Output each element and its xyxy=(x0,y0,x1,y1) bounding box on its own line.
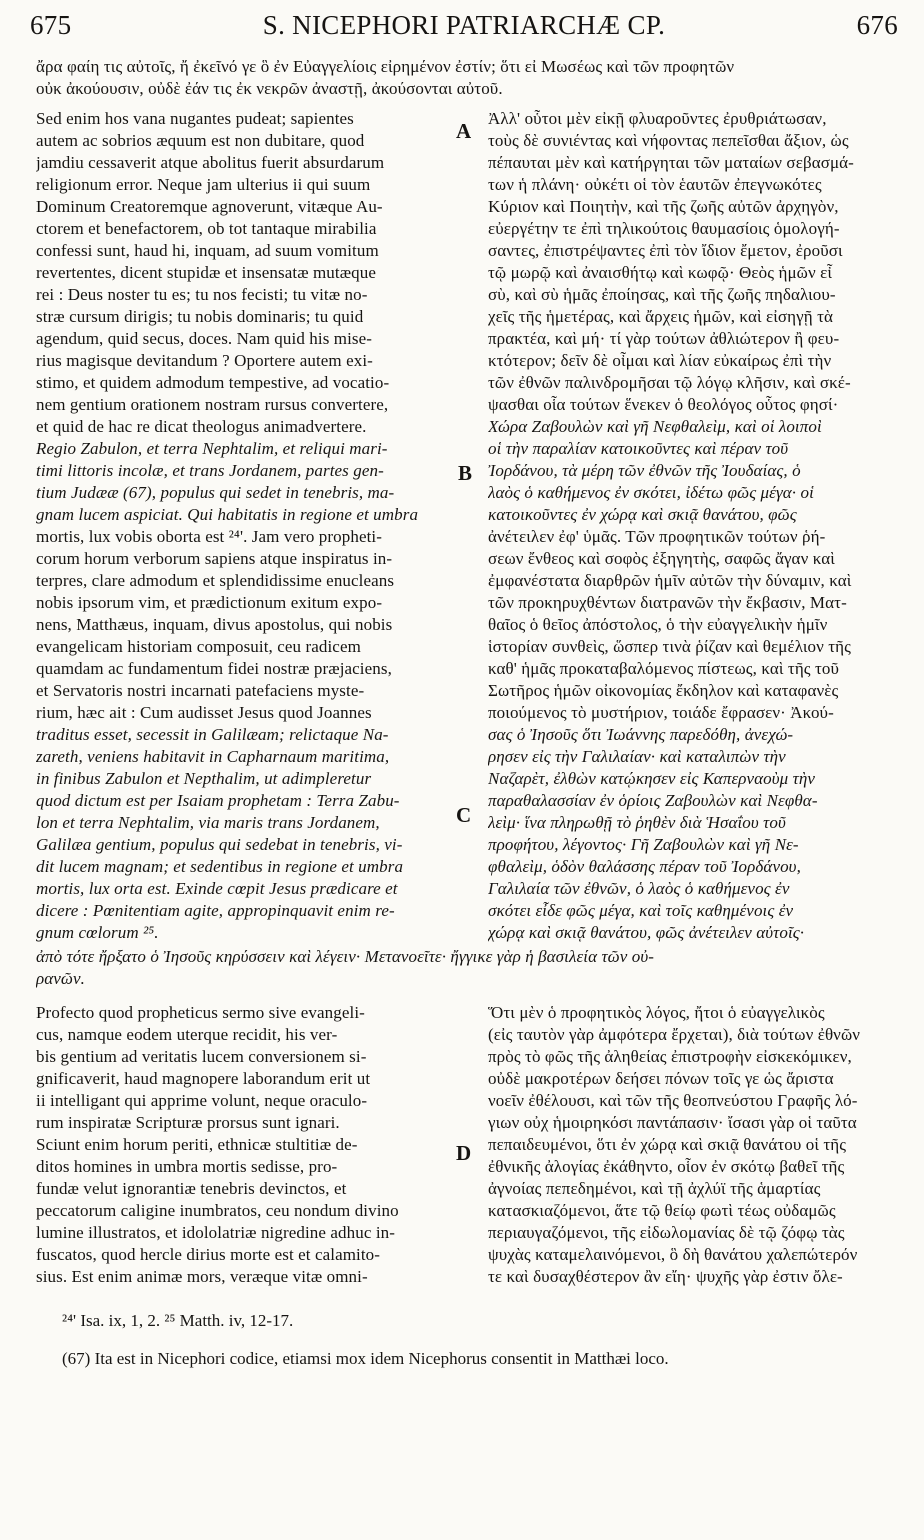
text-line: καθ' ἡμᾶς προκαταβαλόμενος πίστεως, καὶ τῆς τοῦ xyxy=(488,659,840,678)
text-line: λαὸς ὁ καθήμενος ἐν σκότει, ἰδέτω φῶς μέγα· οἱ xyxy=(488,483,814,502)
text-line: σαντες, ἐπιστρέψαντες ἐπὶ τὸν ἴδιον ἔμετον, ἐροῦσι xyxy=(488,241,843,260)
text-line: κατασκιαζόμενοι, ἅτε τῷ θείῳ φωτὶ τέως οὐδαμῶς xyxy=(488,1201,836,1220)
text-line: εὐεργέτην τε ἐπὶ τηλικούτοις θαυμασίοις ὁμολογή- xyxy=(488,219,840,238)
text-line: rei : Deus noster tu es; tu nos fecisti; tu vitæ no- xyxy=(36,285,368,304)
text-line: religionum error. Neque jam ulterius ii qui suum xyxy=(36,175,371,194)
text-line: gnum cœlorum ²⁵. xyxy=(36,923,159,942)
text-line: autem ac sobrios æquum est non dubitare, quod xyxy=(36,131,365,150)
text-line: θαῖος ὁ θεῖος ἀπόστολος, ὁ τὴν εὐαγγελικὴν ἡμῖν xyxy=(488,615,828,634)
text-line: stimo, et quidem admodum tempestive, ad vocatio- xyxy=(36,373,390,392)
text-line: τῶν προκηρυχθέντων διατρανῶν τὴν ἔκβασιν, Ματ- xyxy=(488,593,847,612)
text-line: (εἰς ταυτὸν γὰρ ἀμφότερα ἔρχεται), διὰ τούτων ἐθνῶν xyxy=(488,1025,861,1044)
footnote-references: ²⁴' Isa. ix, 1, 2. ²⁵ Matth. iv, 12-17. xyxy=(62,1311,294,1330)
text-line: ἄρα φαίη τις αὐτοῖς, ἤ ἐκεῖνό γε ὃ ἐν Εὐαγγελίοις εἰρημένον ἐστίν; ὅτι εἰ Μωσέως καὶ τῶν προφητῶν xyxy=(36,57,735,76)
text-line: γιων οὐχ ἡμοιρηκόσι παντάπασιν· ἴσασι γὰρ οἱ ταῦτα xyxy=(488,1113,857,1132)
text-line: dicere : Pœnitentiam agite, appropinquavit enim re- xyxy=(36,901,395,920)
text-line: περιαυγαζόμενοι, τῆς εἰδωλομανίας δὲ τῷ ζόφῳ τὰς xyxy=(488,1223,845,1242)
text-line: nem gentium orationem nostram rursus convertere, xyxy=(36,395,389,414)
text-line: κατοικοῦντες ἐν χώρᾳ καὶ σκιᾷ θανάτου, φῶς xyxy=(488,505,797,524)
right-page-number: 676 xyxy=(856,10,898,40)
text-line: lon et terra Nephtalim, via maris trans Jordanem, xyxy=(36,813,380,832)
text-line: peccatorum caligine inumbratos, ceu nondum divino xyxy=(36,1201,399,1220)
text-line: νοεῖν ἐθέλουσι, καὶ τῶν τῆς θεοπνεύστου Γραφῆς λό- xyxy=(488,1091,858,1110)
text-line: Ἰορδάνου, τὰ μέρη τῶν ἐθνῶν τῆς Ἰουδαίας, ὁ xyxy=(488,461,801,480)
text-line: Ἀλλ' οὗτοι μὲν εἰκῇ φλυαροῦντες ἐρυθριάτωσαν, xyxy=(488,109,827,128)
text-line: προφήτου, λέγοντος· Γῆ Ζαβουλὼν καὶ γῆ Νε- xyxy=(488,835,799,854)
text-line: Sciunt enim horum periti, ethnicæ stultitiæ de- xyxy=(36,1135,358,1154)
margin-marker-b: B xyxy=(458,461,473,485)
text-line: rum inspiratæ Scripturæ prorsus sunt ignari. xyxy=(36,1113,340,1132)
text-line: Σωτῆρος ἡμῶν οἰκονομίας ἔκδηλον καὶ καταφανὲς xyxy=(488,681,839,700)
text-line: agendum, quid secus, doces. Nam quid his mise- xyxy=(36,329,373,348)
margin-marker-c: C xyxy=(456,803,472,827)
text-line: confessi sunt, haud hi, inquam, ad suum vomitum xyxy=(36,241,379,260)
text-line: ἐθνικῆς ἀλογίας ἐκάθηντο, οἷον ἐν σκότῳ βαθεῖ τῆς xyxy=(488,1157,845,1176)
text-line: τοὺς δὲ συνιέντας καὶ νήφοντας πεπεῖσθαι ἄξιον, ὡς xyxy=(488,131,849,150)
text-line: ἀπὸ τότε ἤρξατο ὁ Ἰησοῦς κηρύσσειν καὶ λέγειν· Μετανοεῖτε· ἤγγικε γὰρ ἡ βασιλεία τῶν οὐ- xyxy=(36,947,654,966)
left-page-number: 675 xyxy=(30,10,72,40)
text-line: Profecto quod propheticus sermo sive evangeli- xyxy=(36,1003,365,1022)
text-line: τῷ μωρῷ καὶ ἀναισθήτῳ καὶ κωφῷ· Θεὸς ἡμῶν εἶ xyxy=(488,263,832,282)
text-line: jamdiu cessaverit atque abolitus fuerit absurdarum xyxy=(36,153,385,172)
text-line: Ὅτι μὲν ὁ προφητικὸς λόγος, ἤτοι ὁ εὐαγγελικὸς xyxy=(488,1003,825,1022)
text-line: ἐμφανέστατα διαρθρῶν ἡμῖν αὐτῶν τὴν δύναμιν, καὶ xyxy=(488,571,852,590)
text-line: in finibus Zabulon et Nepthalim, ut adimpleretur xyxy=(36,769,372,788)
text-line: rius magisque devitandum ? Oportere autem exi- xyxy=(36,351,373,370)
text-line: nens, Matthæus, inquam, divus apostolus, qui nobis xyxy=(36,615,393,634)
text-line: Galilæa gentium, populus qui sedebat in tenebris, vi- xyxy=(36,835,403,854)
text-line: ditos homines in umbra mortis sedisse, pro- xyxy=(36,1157,338,1176)
text-line: ἀνέτειλεν ἐφ' ὑμᾶς. Τῶν προφητικῶν τούτων ῥή- xyxy=(488,527,826,546)
footnote-note: (67) Ita est in Nicephori codice, etiamsi mox idem Nicephorus consentit in Matthæi loco. xyxy=(62,1349,669,1368)
text-line: παραθαλασσίαν ἐν ὁρίοις Ζαβουλὼν καὶ Νεφθα- xyxy=(488,791,818,810)
text-line: traditus esset, secessit in Galilæam; relictaque Na- xyxy=(36,725,389,744)
text-line: πρὸς τὸ φῶς τῆς ἀληθείας ἐπιστροφὴν εἰσκεκόμικεν, xyxy=(488,1047,852,1066)
text-line: mortis, lux vobis oborta est ²⁴'. Jam vero propheti- xyxy=(36,527,383,546)
text-line: corum horum verborum sapiens atque inspiratus in- xyxy=(36,549,393,568)
text-line: σκότει εἶδε φῶς μέγα, καὶ τοῖς καθημένοις ἐν xyxy=(488,901,794,920)
text-line: ποιούμενος τὸ μυστήριον, τοιάδε ἔφρασεν· Ἀκού- xyxy=(488,703,834,722)
text-line: revertentes, dicent stupidæ et insensatæ mutæque xyxy=(36,263,377,282)
text-line: ρησεν εἰς τὴν Γαλιλαίαν· καὶ καταλιπὼν τὴν xyxy=(488,747,786,766)
text-line: quamdam ac fundamentum fidei nostræ præjaciens, xyxy=(36,659,392,678)
text-line: πεπαιδευμένοι, ὅτι ἐν χώρᾳ καὶ σκιᾷ θανάτου οἱ τῆς xyxy=(488,1135,847,1154)
text-line: dit lucem magnam; et sedentibus in regione et umbra xyxy=(36,857,404,876)
text-line: terpres, clare admodum et splendidissime enucleans xyxy=(36,571,395,590)
text-line: sius. Est enim animæ mors, veræque vitæ omni- xyxy=(36,1267,368,1286)
text-line: bis gentium ad veritatis lucem conversionem si- xyxy=(36,1047,367,1066)
text-line: οὐκ ἀκούουσιν, οὐδὲ ἐάν τις ἐκ νεκρῶν ἀναστῇ, ἀκούσονται αὐτοῦ. xyxy=(36,79,503,98)
text-line: et quid de hac re dicat theologus animadvertere. xyxy=(36,417,367,436)
text-line: των ἡ πλάνη· οὐκέτι οἱ τὸν ἑαυτῶν ἐπεγνωκότες xyxy=(488,175,822,194)
margin-marker-d: D xyxy=(456,1141,472,1165)
text-line: Sed enim hos vana nugantes pudeat; sapientes xyxy=(36,109,354,128)
text-line: χεῖς τῆς ἡμετέρας, καὶ ἄρχεις ἡμῶν, καὶ εἰσηγῇ τὰ xyxy=(488,307,834,326)
text-line: πρακτέα, καὶ μή· τί γὰρ τούτων ἀθλιώτερον ἢ φευ- xyxy=(488,329,840,348)
text-line: lumine illustratos, et idololatriæ nigredine adhuc in- xyxy=(36,1223,396,1242)
text-line: ρανῶν. xyxy=(36,969,86,988)
margin-marker-a: A xyxy=(456,119,472,143)
text-line: nobis ipsorum vim, et prædictionum exitum expo- xyxy=(36,593,383,612)
text-line: tium Judææ (67), populus qui sedet in tenebris, ma- xyxy=(36,483,395,502)
text-line: Dominum Creatoremque agnoverunt, vitæque Au- xyxy=(36,197,383,216)
text-line: Ναζαρὲτ, ἐλθὼν κατῴκησεν εἰς Καπερναοὺμ τὴν xyxy=(488,769,816,788)
text-line: fundæ velut ignorantiæ tenebris devinctos, et xyxy=(36,1179,347,1198)
text-line: σας ὁ Ἰησοῦς ὅτι Ἰωάννης παρεδόθη, ἀνεχώ- xyxy=(488,725,794,744)
text-line: πέπαυται μὲν καὶ κατήργηται τῶν ματαίων σεβασμά- xyxy=(488,153,854,172)
text-line: Χώρα Ζαβουλὼν καὶ γῆ Νεφθαλεὶμ, καὶ οἱ λοιποὶ xyxy=(488,417,822,436)
text-line: et Servatoris nostri incarnati patefaciens myste- xyxy=(36,681,365,700)
text-line: ἱστορίαν συνθεὶς, ὥσπερ τινὰ ῥίζαν καὶ θεμέλιον τῆς xyxy=(488,637,851,656)
text-line: mortis, lux orta est. Exinde cœpit Jesus prædicare et xyxy=(36,879,398,898)
text-line: φθαλεὶμ, ὁδὸν θαλάσσης πέραν τοῦ Ἰορδάνου, xyxy=(488,857,801,876)
text-line: fuscatos, quod hercle dirius morte est et calamito- xyxy=(36,1245,381,1264)
text-line: σεων ἔνθεος καὶ σοφὸς ἐξηγητὴς, σαφῶς ἄγαν καὶ xyxy=(488,549,835,568)
text-line: λεὶμ· ἵνα πληρωθῇ τὸ ῥηθὲν διὰ Ἡσαΐου τοῦ xyxy=(488,813,786,832)
text-line: Γαλιλαία τῶν ἐθνῶν, ὁ λαὸς ὁ καθήμενος ἐν xyxy=(488,879,790,898)
text-line: gnificaverit, haud magnopere laborandum erit ut xyxy=(36,1069,371,1088)
text-line: οὐδὲ μακροτέρων δεήσει πόνων τοῖς γε ὡς ἄριστα xyxy=(488,1069,834,1088)
text-line: ψασθαι οἷα τούτων ἕνεκεν ὁ θεολόγος οὗτος φησί· xyxy=(488,395,839,414)
page-header xyxy=(30,10,898,44)
text-line: gnam lucem aspiciat. Qui habitatis in regione et umbra xyxy=(36,505,419,524)
text-line: Regio Zabulon, et terra Nephtalim, et reliqui mari- xyxy=(36,439,388,458)
text-line: ψυχὰς καταμελαινόμενοι, ὃ δὴ θανάτου χαλεπώτερόν xyxy=(488,1245,858,1264)
text-line: timi littoris incolæ, et trans Jordanem, partes gen- xyxy=(36,461,384,480)
text-line: ἀγνοίας πεπεδημένοι, καὶ τῇ ἀχλύϊ τῆς ἁμαρτίας xyxy=(488,1179,821,1198)
text-line: evangelicam historiam composuit, ceu radicem xyxy=(36,637,361,656)
running-title: S. NICEPHORI PATRIARCHÆ CP. xyxy=(262,10,666,40)
text-line: rium, hæc ait : Cum audisset Jesus quod Joannes xyxy=(36,703,372,722)
text-line: zareth, veniens habitavit in Capharnaum maritima, xyxy=(36,747,390,766)
text-line: σὺ, καὶ σὺ ἡμᾶς ἐποίησας, καὶ τῆς ζωῆς πηδαλιου- xyxy=(488,285,836,304)
text-line: quod dictum est per Isaiam prophetam : Terra Zabu- xyxy=(36,791,400,810)
text-line: τῶν ἐθνῶν παλινδρομῆσαι τῷ λόγῳ κλῆσιν, καὶ σκέ- xyxy=(488,373,851,392)
text-line: οἱ τὴν παραλίαν κατοικοῦντες καὶ πέραν τοῦ xyxy=(488,439,789,458)
text-line: ctorem et benefactorem, ob tot tantaque mirabilia xyxy=(36,219,377,238)
text-line: stræ cursum dirigis; tu nobis dominaris; tu quid xyxy=(36,307,364,326)
text-line: χώρᾳ καὶ σκιᾷ θανάτου, φῶς ἀνέτειλεν αὐτοῖς· xyxy=(488,923,805,942)
text-line: cus, namque eodem uterque recidit, his ver- xyxy=(36,1025,338,1044)
text-line: Κύριον καὶ Ποιητὴν, καὶ τῆς ζωῆς αὐτῶν ἀρχηγὸν, xyxy=(488,197,839,216)
text-line: κτότερον; δεῖν δὲ οἶμαι καὶ λίαν εὐκαίρως ἐπὶ τὴν xyxy=(488,351,832,370)
text-line: ii intelligant qui apprime volunt, neque oraculo- xyxy=(36,1091,368,1110)
text-line: τε καὶ δυσαχθέστερον ἂν εἴη· ψυχῆς γὰρ ἐστιν ὄλε- xyxy=(488,1267,843,1286)
